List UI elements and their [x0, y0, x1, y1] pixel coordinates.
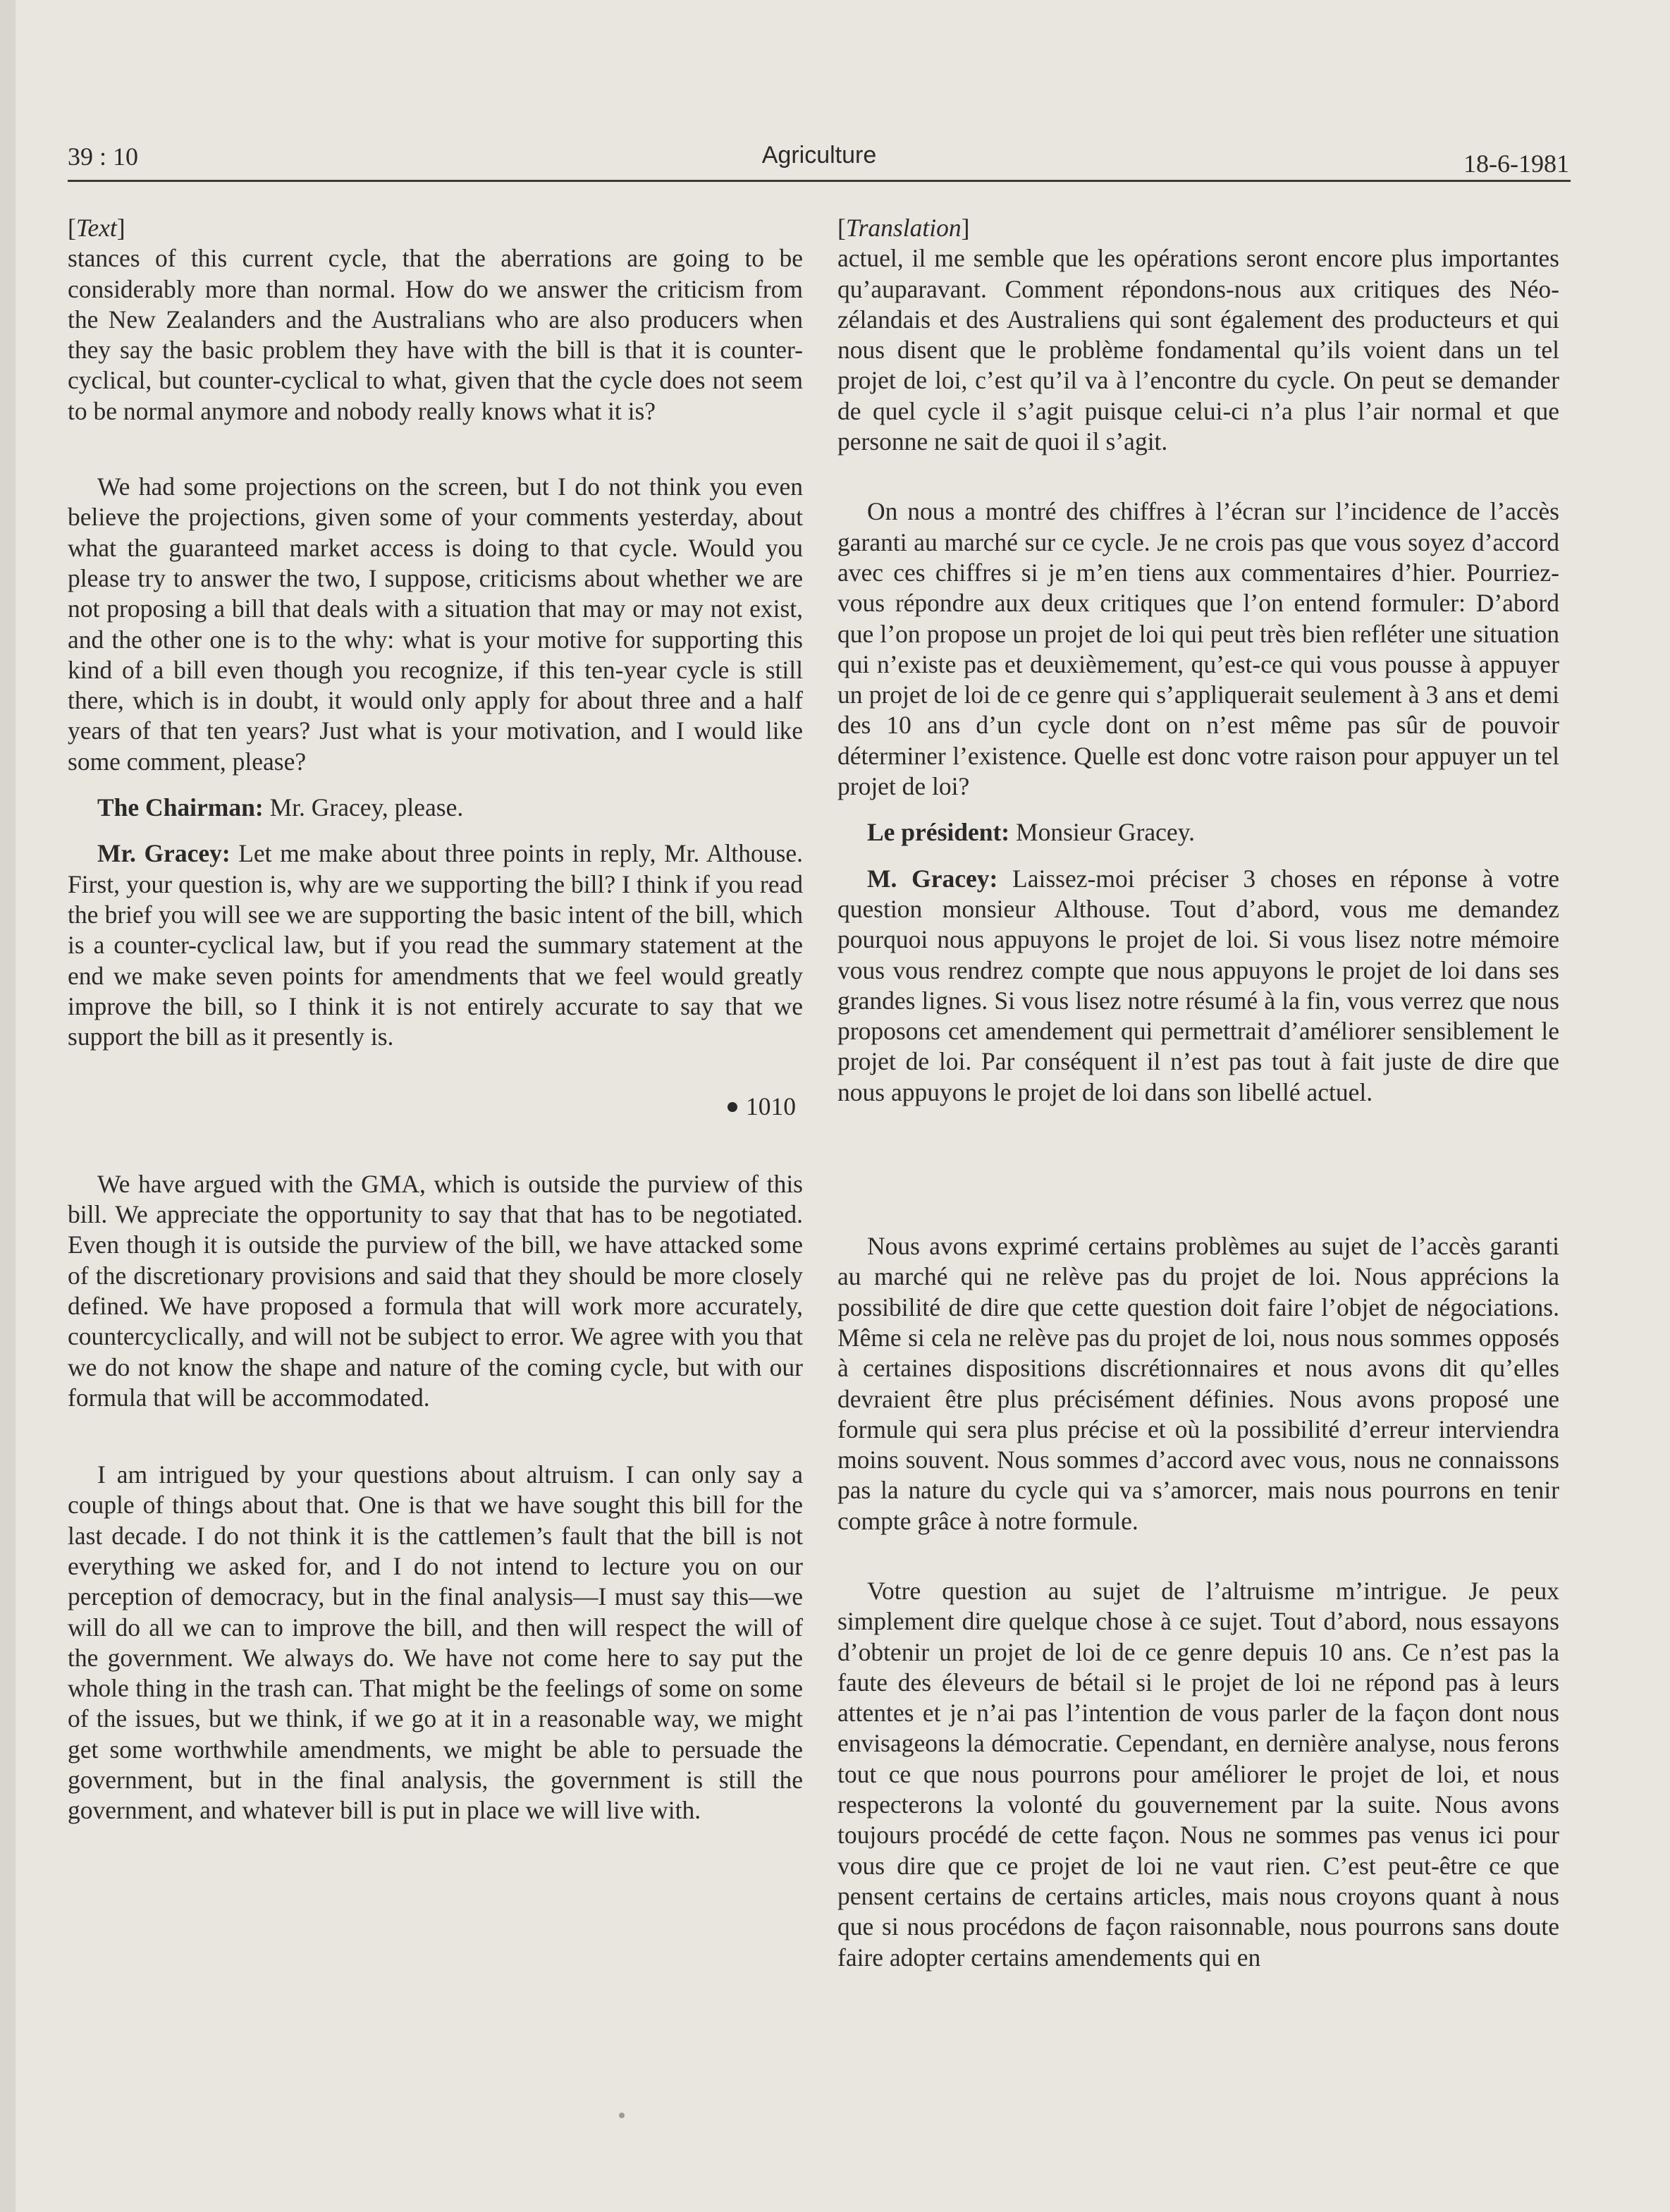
header-date: 18-6-1981: [1463, 149, 1569, 178]
bullet-icon: [727, 1102, 737, 1112]
speaker-name: Le président:: [867, 818, 1010, 847]
speaker-text: Monsieur Gracey.: [1009, 818, 1196, 847]
speaker-name: The Chairman:: [97, 793, 264, 822]
paragraph-2: We had some projections on the screen, but I do not think you even believe the projections, given some of your comments yesterday, about what the guaranteed market access is doing to that cycle. Would you please try to answer the two, I suppose, criticisms about whether we are not proposing a bill that deals with a situation that may or may not exist, and the other one is to the why: what is your motive for supporting this kind of a bill even though you recognize, if this ten-year cycle is still there, which is in doubt, it would only apply for about three and a half years of that ten years? Just what is your motivation, and I would like some comment, please?: [68, 472, 803, 776]
speaker-text: Mr. Gracey, please.: [263, 793, 464, 822]
running-header: [68, 138, 1571, 182]
paragraph-gracey: [837, 864, 1559, 1108]
speaker-text: Laissez-moi préciser 3 choses en réponse à votre question monsieur Althouse. Tout d’abord, vous me demandez pourquoi nous appuyons le projet de loi. Si vous lisez notre mémoire vous vous rendrez compte que nous appuyons le projet de loi dans ses grandes lignes. Si vous lisez notre résumé à la fin, vous verrez que nous proposons cet amendement qui permettrait d’améliorer sensiblement le projet de loi. Par conséquent il n’est pas tout à fait juste de dire que nous appuyons le projet de loi dans son libellé actuel.: [837, 864, 1559, 1106]
paragraph-gracey: [68, 838, 803, 1052]
french-column: [837, 213, 1559, 1973]
section-title: Agriculture: [761, 142, 877, 169]
paragraph-5: Nous avons exprimé certains problèmes au sujet de l’accès garanti au marché qui ne relève pas du projet de loi. Nous apprécions la possibilité de dire que cette question doit faire l’objet de négociations. Même si cela ne relève pas du projet de loi, nous nous sommes opposés à certaines dispositions discrétionnaires et nous avons dit qu’elles devraient être plus précisément définies. Nous avons proposé une formule qui sera plus précise et où la possibilité d’erreur interviendra moins souvent. Nous sommes d’accord avec vous, nous ne connaissons pas la nature du cycle qui va s’amorcer, mais nous pourrons en tenir compte grâce à notre formule.: [837, 1232, 1559, 1535]
speaker-name: M. Gracey:: [867, 864, 998, 893]
time-marker: 1010: [68, 1092, 803, 1122]
column-label-text: [Text]: [68, 214, 125, 242]
paragraph-1: actuel, il me semble que les opérations seront encore plus importantes qu’auparavant. Comment répondons-nous aux critiques des Néo-zélandais et des Australiens qui sont également des producteurs et qui nous disent que le problème fondamental qu’ils voient dans un tel projet de loi, c’est qu’il va à l’encontre du cycle. On peut se demander de quel cycle il s’agit puisque celui-ci n’a plus l’air normal et que personne ne sait de quoi il s’agit.: [837, 244, 1559, 456]
english-column: [68, 213, 803, 1826]
ink-speck: [619, 2113, 625, 2118]
paragraph-chairman: [68, 793, 803, 823]
page-edge-shadow: [0, 0, 16, 2212]
paragraph-president: [837, 817, 1559, 848]
paragraph-5: We have argued with the GMA, which is outside the purview of this bill. We appreciate the opportunity to say that that has to be negotiated. Even though it is outside the purview of the bill, we have attacked some of the discretionary provisions and said that they should be more closely defined. We have proposed a formula that will work more accurately, countercyclically, and will not be subject to error. We agree with you that we do not know the shape and nature of the coming cycle, but with our formula that will be accommodated.: [68, 1169, 803, 1412]
column-label-translation: [Translation]: [837, 214, 970, 242]
paragraph-6: I am intrigued by your questions about altruism. I can only say a couple of things about that. One is that we have sought this bill for the last decade. I do not think it is the cattlemen’s fault that the bill is not everything we asked for, and I do not intend to lecture you on our perception of democracy, but in the final analysis—I must say this—we will do all we can to improve the bill, and then will respect the will of the government. We always do. We have not come here to say put the whole thing in the trash can. That might be the feelings of some on some of the issues, but we think, if we go at it in a reasonable way, we might get some worthwhile amendments, we might be able to persuade the government, but in the final analysis, the government is still the government, and whatever bill is put in place we will live with.: [68, 1460, 803, 1825]
paragraph-2: On nous a montré des chiffres à l’écran sur l’incidence de l’accès garanti au marché sur ce cycle. Je ne crois pas que vous soyez d’accord avec ces chiffres si je m’en tiens aux commentaires d’hier. Pourriez-vous répondre aux deux critiques que l’on entend formuler: D’abord que l’on propose un projet de loi qui peut très bien refléter une situation qui n’existe pas et deuxièmement, qu’est-ce qui vous pousse à appuyer un projet de loi de ce genre qui s’appliquerait seulement à 3 ans et demi des 10 ans d’un cycle dont on n’est même pas sûr de pouvoir déterminer l’existence. Quelle est donc votre raison pour appuyer un tel projet de loi?: [837, 497, 1559, 801]
paragraph-6: Votre question au sujet de l’altruisme m’intrigue. Je peux simplement dire quelque chose à ce sujet. Tout d’abord, nous essayons d’obtenir un projet de loi de ce genre depuis 10 ans. Ce n’est pas la faute des éleveurs de bétail si le projet de loi ne répond pas à leurs attentes et je n’ai pas l’intention de vous parler de la façon dont nous envisageons la démocratie. Cependant, en dernière analyse, nous ferons tout ce que nous pourrons pour améliorer le projet de loi, et nous respecterons la volonté du gouvernement par la suite. Nous avons toujours procédé de cette façon. Nous ne sommes pas venus ici pour vous dire que ce projet de loi ne vaut rien. C’est peut-être ce que pensent certains de certains articles, mais nous croyons quant à nous que si nous procédons de façon raisonnable, nous pourrons sans doute faire adopter certains amendements qui en: [837, 1576, 1559, 1972]
speaker-name: Mr. Gracey:: [97, 839, 231, 868]
speaker-text: Let me make about three points in reply, Mr. Althouse. First, your question is, why are we supporting the bill? I think if you read the brief you will see we are supporting the basic intent of the bill, which is a counter-cyclical law, but if you read the summary statement at the end we make seven points for amendments that we feel would greatly improve the bill, so I think it is not entirely accurate to say that we support the bill as it presently is.: [68, 839, 803, 1051]
paragraph-1: stances of this current cycle, that the aberrations are going to be considerably more than normal. How do we answer the criticism from the New Zealanders and the Australians who are also producers when they say the basic problem they have with the bill is that it is counter-cyclical, but counter-cyclical to what, given that the cycle does not seem to be normal anymore and nobody really knows what it is?: [68, 244, 803, 425]
page-number: 39 : 10: [68, 142, 139, 171]
